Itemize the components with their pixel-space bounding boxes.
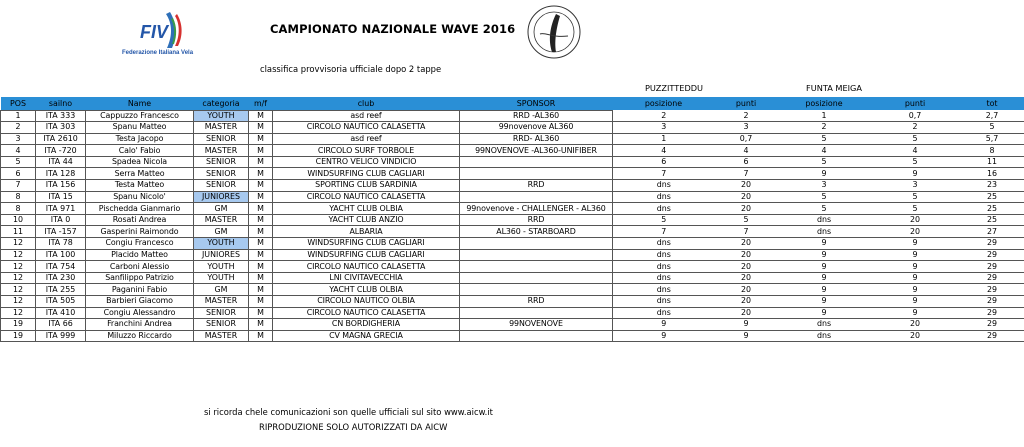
club-cell: CN BORDIGHERIA — [273, 319, 460, 331]
col-header-tot: tot — [960, 97, 1024, 110]
col-header-club: club — [273, 97, 460, 110]
stage1-position-cell: dns — [613, 284, 715, 296]
total-cell: 25 — [960, 203, 1024, 215]
stage2-points-cell: 4 — [871, 145, 960, 157]
club-cell: CIRCOLO NAUTICO OLBIA — [273, 296, 460, 308]
stage1-points-cell: 20 — [715, 203, 778, 215]
stage1-points-cell: 4 — [715, 145, 778, 157]
categoria-cell: JUNIORES — [194, 249, 249, 261]
name-cell: Spanu Nicolo' — [86, 191, 194, 203]
stage2-position-cell: 5 — [778, 133, 871, 145]
stage2-points-cell: 5 — [871, 191, 960, 203]
total-cell: 23 — [960, 180, 1024, 192]
stage1-points-cell: 20 — [715, 272, 778, 284]
sailno-cell: ITA 66 — [36, 319, 86, 331]
name-cell: Franchini Andrea — [86, 319, 194, 331]
stage2-position-cell: 5 — [778, 203, 871, 215]
table-row — [1, 226, 1024, 238]
name-cell: Testa Jacopo — [86, 133, 194, 145]
stage1-position-cell: 5 — [613, 214, 715, 226]
col-header-name: Name — [86, 97, 194, 110]
col-header-punti-1: punti — [715, 97, 778, 110]
categoria-cell: GM — [194, 226, 249, 238]
club-cell: WINDSURFING CLUB CAGLIARI — [273, 249, 460, 261]
sponsor-cell — [460, 330, 613, 342]
total-cell: 2,7 — [960, 110, 1024, 122]
sponsor-cell — [460, 307, 613, 319]
pos-cell: 10 — [1, 214, 36, 226]
categoria-cell: MASTER — [194, 330, 249, 342]
sponsor-cell: 99novenove - CHALLENGER - AL360 — [460, 203, 613, 215]
stage1-position-cell: 9 — [613, 330, 715, 342]
stage2-position-cell: 1 — [778, 110, 871, 122]
table-header-row — [1, 97, 1024, 110]
mf-cell: M — [249, 156, 273, 168]
page-subtitle: classifica provvisoria ufficiale dopo 2 tappe — [260, 64, 442, 74]
club-cell: CIRCOLO NAUTICO CALASETTA — [273, 261, 460, 273]
page-title: CAMPIONATO NAZIONALE WAVE 2016 — [270, 22, 516, 36]
categoria-cell: MASTER — [194, 296, 249, 308]
total-cell: 8 — [960, 145, 1024, 157]
col-header-pos: POS — [1, 97, 36, 110]
categoria-cell: MASTER — [194, 214, 249, 226]
categoria-cell: YOUTH — [194, 261, 249, 273]
stage1-points-cell: 7 — [715, 168, 778, 180]
club-cell: YACHT CLUB ANZIO — [273, 214, 460, 226]
mf-cell: M — [249, 145, 273, 157]
stage1-points-cell: 9 — [715, 330, 778, 342]
pos-cell: 12 — [1, 249, 36, 261]
stage1-position-cell: 1 — [613, 133, 715, 145]
mf-cell: M — [249, 226, 273, 238]
mf-cell: M — [249, 110, 273, 122]
categoria-cell: JUNIORES — [194, 191, 249, 203]
stage1-points-cell: 6 — [715, 156, 778, 168]
stage2-points-cell: 5 — [871, 156, 960, 168]
col-header-mf: m/f — [249, 97, 273, 110]
table-row — [1, 272, 1024, 284]
table-row — [1, 156, 1024, 168]
stage1-position-cell: dns — [613, 261, 715, 273]
stage1-position-cell: 6 — [613, 156, 715, 168]
stage1-points-cell: 20 — [715, 307, 778, 319]
mf-cell: M — [249, 330, 273, 342]
total-cell: 29 — [960, 296, 1024, 308]
stage2-points-cell: 5 — [871, 203, 960, 215]
sailno-cell: ITA 128 — [36, 168, 86, 180]
stage2-points-cell: 20 — [871, 319, 960, 331]
pos-cell: 12 — [1, 261, 36, 273]
total-cell: 29 — [960, 249, 1024, 261]
table-row — [1, 330, 1024, 342]
total-cell: 29 — [960, 319, 1024, 331]
sponsor-cell — [460, 284, 613, 296]
sponsor-cell: RRD- AL360 — [460, 133, 613, 145]
stage1-points-cell: 20 — [715, 261, 778, 273]
club-cell: CV MAGNA GRECIA — [273, 330, 460, 342]
stage2-position-cell: 5 — [778, 156, 871, 168]
mf-cell: M — [249, 307, 273, 319]
stage1-points-cell: 7 — [715, 226, 778, 238]
total-cell: 29 — [960, 238, 1024, 250]
results-table — [0, 97, 1024, 342]
table-row — [1, 180, 1024, 192]
stage2-position-cell: 3 — [778, 180, 871, 192]
mf-cell: M — [249, 272, 273, 284]
col-header-punti-2: punti — [871, 97, 960, 110]
pos-cell: 6 — [1, 168, 36, 180]
table-row — [1, 319, 1024, 331]
stage2-position-cell: dns — [778, 214, 871, 226]
stage1-points-cell: 0,7 — [715, 133, 778, 145]
col-header-posizione-2: posizione — [778, 97, 871, 110]
stage2-position-cell: dns — [778, 226, 871, 238]
sponsor-cell — [460, 261, 613, 273]
sailno-cell: ITA 156 — [36, 180, 86, 192]
total-cell: 25 — [960, 214, 1024, 226]
name-cell: Sanfilippo Patrizio — [86, 272, 194, 284]
sponsor-cell: 99NOVENOVE -AL360-UNIFIBER — [460, 145, 613, 157]
table-row — [1, 110, 1024, 122]
name-cell: Congiu Francesco — [86, 238, 194, 250]
categoria-cell: MASTER — [194, 122, 249, 134]
categoria-cell: SENIOR — [194, 180, 249, 192]
sponsor-cell: RRD — [460, 214, 613, 226]
club-cell: WINDSURFING CLUB CAGLIARI — [273, 238, 460, 250]
table-row — [1, 203, 1024, 215]
total-cell: 29 — [960, 261, 1024, 273]
table-row — [1, 238, 1024, 250]
categoria-cell: GM — [194, 284, 249, 296]
stage1-points-cell: 9 — [715, 319, 778, 331]
stage2-position-cell: 9 — [778, 307, 871, 319]
name-cell: Congiu Alessandro — [86, 307, 194, 319]
sponsor-cell — [460, 238, 613, 250]
table-row — [1, 296, 1024, 308]
stage2-points-cell: 20 — [871, 226, 960, 238]
name-cell: Cappuzzo Francesco — [86, 110, 194, 122]
name-cell: Spadea Nicola — [86, 156, 194, 168]
stage1-position-cell: 2 — [613, 110, 715, 122]
stage2-position-cell: 9 — [778, 238, 871, 250]
col-header-posizione-1: posizione — [613, 97, 715, 110]
table-row — [1, 122, 1024, 134]
stage1-points-cell: 3 — [715, 122, 778, 134]
name-cell: Serra Matteo — [86, 168, 194, 180]
mf-cell: M — [249, 203, 273, 215]
pos-cell: 11 — [1, 226, 36, 238]
sailno-cell: ITA 44 — [36, 156, 86, 168]
stage1-position-cell: dns — [613, 191, 715, 203]
mf-cell: M — [249, 180, 273, 192]
stage1-position-cell: dns — [613, 272, 715, 284]
club-cell: CIRCOLO NAUTICO CALASETTA — [273, 307, 460, 319]
sailno-cell: ITA 999 — [36, 330, 86, 342]
stage1-points-cell: 5 — [715, 214, 778, 226]
stage1-points-cell: 20 — [715, 249, 778, 261]
col-header-categoria: categoria — [194, 97, 249, 110]
stage2-points-cell: 20 — [871, 214, 960, 226]
total-cell: 5,7 — [960, 133, 1024, 145]
name-cell: Calo' Fabio — [86, 145, 194, 157]
pos-cell: 12 — [1, 307, 36, 319]
mf-cell: M — [249, 122, 273, 134]
stage2-points-cell: 3 — [871, 180, 960, 192]
categoria-cell: SENIOR — [194, 156, 249, 168]
stage1-points-cell: 20 — [715, 191, 778, 203]
sailno-cell: ITA 971 — [36, 203, 86, 215]
stage1-position-cell: dns — [613, 203, 715, 215]
sailno-cell: ITA 754 — [36, 261, 86, 273]
pos-cell: 19 — [1, 319, 36, 331]
col-header-sponsor: SPONSOR — [460, 97, 613, 110]
stage1-position-cell: dns — [613, 307, 715, 319]
table-row — [1, 145, 1024, 157]
categoria-cell: SENIOR — [194, 168, 249, 180]
sailno-cell: ITA 0 — [36, 214, 86, 226]
club-cell: YACHT CLUB OLBIA — [273, 284, 460, 296]
stage2-points-cell: 2 — [871, 122, 960, 134]
fiv-logo-subtext: Federazione Italiana Vela — [122, 50, 194, 56]
pos-cell: 3 — [1, 133, 36, 145]
sailno-cell: ITA 410 — [36, 307, 86, 319]
stage2-points-cell: 20 — [871, 330, 960, 342]
col-header-sailno: sailno — [36, 97, 86, 110]
table-row — [1, 307, 1024, 319]
club-cell: ALBARIA — [273, 226, 460, 238]
name-cell: Barbieri Giacomo — [86, 296, 194, 308]
sponsor-cell: RRD — [460, 180, 613, 192]
fiv-logo — [120, 8, 200, 58]
club-cell: asd reef — [273, 110, 460, 122]
stage1-position-cell: dns — [613, 249, 715, 261]
sailno-cell: ITA 333 — [36, 110, 86, 122]
stage2-position-cell: dns — [778, 330, 871, 342]
club-cell: SPORTING CLUB SARDINIA — [273, 180, 460, 192]
stage2-points-cell: 9 — [871, 249, 960, 261]
sailno-cell: ITA 303 — [36, 122, 86, 134]
club-cell: CIRCOLO NAUTICO CALASETTA — [273, 191, 460, 203]
total-cell: 5 — [960, 122, 1024, 134]
stage1-points-cell: 20 — [715, 296, 778, 308]
sponsor-cell: AL360 - STARBOARD — [460, 226, 613, 238]
pos-cell: 12 — [1, 238, 36, 250]
stage2-position-cell: 9 — [778, 284, 871, 296]
sailno-cell: ITA 505 — [36, 296, 86, 308]
sailno-cell: ITA 78 — [36, 238, 86, 250]
sponsor-cell: 99novenove AL360 — [460, 122, 613, 134]
stage2-position-cell: 2 — [778, 122, 871, 134]
stage1-points-cell: 20 — [715, 238, 778, 250]
pos-cell: 8 — [1, 203, 36, 215]
name-cell: Gasperini Raimondo — [86, 226, 194, 238]
pos-cell: 2 — [1, 122, 36, 134]
table-row — [1, 133, 1024, 145]
stage2-position-cell: 5 — [778, 191, 871, 203]
total-cell: 29 — [960, 272, 1024, 284]
total-cell: 25 — [960, 191, 1024, 203]
mf-cell: M — [249, 284, 273, 296]
categoria-cell: YOUTH — [194, 110, 249, 122]
mf-cell: M — [249, 214, 273, 226]
pos-cell: 7 — [1, 180, 36, 192]
name-cell: Rosati Andrea — [86, 214, 194, 226]
total-cell: 11 — [960, 156, 1024, 168]
stage1-points-cell: 20 — [715, 284, 778, 296]
stage1-position-cell: 7 — [613, 226, 715, 238]
stage2-label: FUNTA MEIGA — [806, 83, 862, 93]
sailno-cell: ITA -157 — [36, 226, 86, 238]
club-cell: CIRCOLO NAUTICO CALASETTA — [273, 122, 460, 134]
name-cell: Paganini Fabio — [86, 284, 194, 296]
aicw-seal-logo — [526, 4, 582, 60]
stage1-points-cell: 2 — [715, 110, 778, 122]
stage2-position-cell: 9 — [778, 272, 871, 284]
sponsor-cell: RRD — [460, 296, 613, 308]
club-cell: YACHT CLUB OLBIA — [273, 203, 460, 215]
name-cell: Miluzzo Riccardo — [86, 330, 194, 342]
name-cell: Testa Matteo — [86, 180, 194, 192]
categoria-cell: YOUTH — [194, 272, 249, 284]
stage1-position-cell: dns — [613, 238, 715, 250]
mf-cell: M — [249, 249, 273, 261]
stage2-points-cell: 9 — [871, 307, 960, 319]
club-cell: WINDSURFING CLUB CAGLIARI — [273, 168, 460, 180]
stage2-points-cell: 0,7 — [871, 110, 960, 122]
stage2-points-cell: 9 — [871, 168, 960, 180]
sailno-cell: ITA 230 — [36, 272, 86, 284]
fiv-logo-text: FIV — [140, 22, 169, 42]
name-cell: Spanu Matteo — [86, 122, 194, 134]
table-row — [1, 261, 1024, 273]
table-row — [1, 249, 1024, 261]
mf-cell: M — [249, 261, 273, 273]
total-cell: 29 — [960, 284, 1024, 296]
categoria-cell: MASTER — [194, 145, 249, 157]
mf-cell: M — [249, 296, 273, 308]
mf-cell: M — [249, 168, 273, 180]
categoria-cell: SENIOR — [194, 307, 249, 319]
sailno-cell: ITA 255 — [36, 284, 86, 296]
stage2-position-cell: 4 — [778, 145, 871, 157]
categoria-cell: SENIOR — [194, 133, 249, 145]
sponsor-cell — [460, 168, 613, 180]
footer-note: si ricorda chele comunicazioni son quelle ufficiali sul sito www.aicw.it — [204, 407, 493, 417]
name-cell: Carboni Alessio — [86, 261, 194, 273]
stage2-points-cell: 9 — [871, 284, 960, 296]
pos-cell: 19 — [1, 330, 36, 342]
stage1-position-cell: dns — [613, 296, 715, 308]
club-cell: CENTRO VELICO VINDICIO — [273, 156, 460, 168]
footer-copyright: RIPRODUZIONE SOLO AUTORIZZATI DA AICW — [259, 422, 448, 432]
pos-cell: 5 — [1, 156, 36, 168]
categoria-cell: SENIOR — [194, 319, 249, 331]
mf-cell: M — [249, 133, 273, 145]
stage2-position-cell: dns — [778, 319, 871, 331]
stage1-position-cell: dns — [613, 180, 715, 192]
stage1-label: PUZZITTEDDU — [645, 83, 704, 93]
sponsor-cell: RRD -AL360 — [460, 110, 613, 122]
stage2-position-cell: 9 — [778, 296, 871, 308]
sailno-cell: ITA 100 — [36, 249, 86, 261]
table-row — [1, 168, 1024, 180]
total-cell: 29 — [960, 330, 1024, 342]
stage1-position-cell: 9 — [613, 319, 715, 331]
categoria-cell: GM — [194, 203, 249, 215]
stage2-position-cell: 9 — [778, 261, 871, 273]
categoria-cell: YOUTH — [194, 238, 249, 250]
sailno-cell: ITA -720 — [36, 145, 86, 157]
pos-cell: 4 — [1, 145, 36, 157]
name-cell: Placido Matteo — [86, 249, 194, 261]
sponsor-cell — [460, 272, 613, 284]
pos-cell: 12 — [1, 284, 36, 296]
total-cell: 16 — [960, 168, 1024, 180]
table-row — [1, 284, 1024, 296]
stage2-points-cell: 9 — [871, 261, 960, 273]
stage1-points-cell: 20 — [715, 180, 778, 192]
pos-cell: 1 — [1, 110, 36, 122]
mf-cell: M — [249, 191, 273, 203]
total-cell: 27 — [960, 226, 1024, 238]
table-row — [1, 214, 1024, 226]
pos-cell: 12 — [1, 296, 36, 308]
sailno-cell: ITA 15 — [36, 191, 86, 203]
stage2-points-cell: 9 — [871, 272, 960, 284]
pos-cell: 12 — [1, 272, 36, 284]
stage1-position-cell: 3 — [613, 122, 715, 134]
stage2-position-cell: 9 — [778, 249, 871, 261]
stage1-position-cell: 4 — [613, 145, 715, 157]
sponsor-cell — [460, 249, 613, 261]
stage2-points-cell: 9 — [871, 238, 960, 250]
club-cell: asd reef — [273, 133, 460, 145]
sponsor-cell — [460, 191, 613, 203]
club-cell: CIRCOLO SURF TORBOLE — [273, 145, 460, 157]
mf-cell: M — [249, 319, 273, 331]
sponsor-cell: 99NOVENOVE — [460, 319, 613, 331]
club-cell: LNI CIVITAVECCHIA — [273, 272, 460, 284]
sponsor-cell — [460, 156, 613, 168]
mf-cell: M — [249, 238, 273, 250]
stage2-points-cell: 5 — [871, 133, 960, 145]
stage2-points-cell: 9 — [871, 296, 960, 308]
table-row — [1, 191, 1024, 203]
name-cell: Pischedda Gianmario — [86, 203, 194, 215]
total-cell: 29 — [960, 307, 1024, 319]
sailno-cell: ITA 2610 — [36, 133, 86, 145]
pos-cell: 8 — [1, 191, 36, 203]
stage1-position-cell: 7 — [613, 168, 715, 180]
stage2-position-cell: 9 — [778, 168, 871, 180]
